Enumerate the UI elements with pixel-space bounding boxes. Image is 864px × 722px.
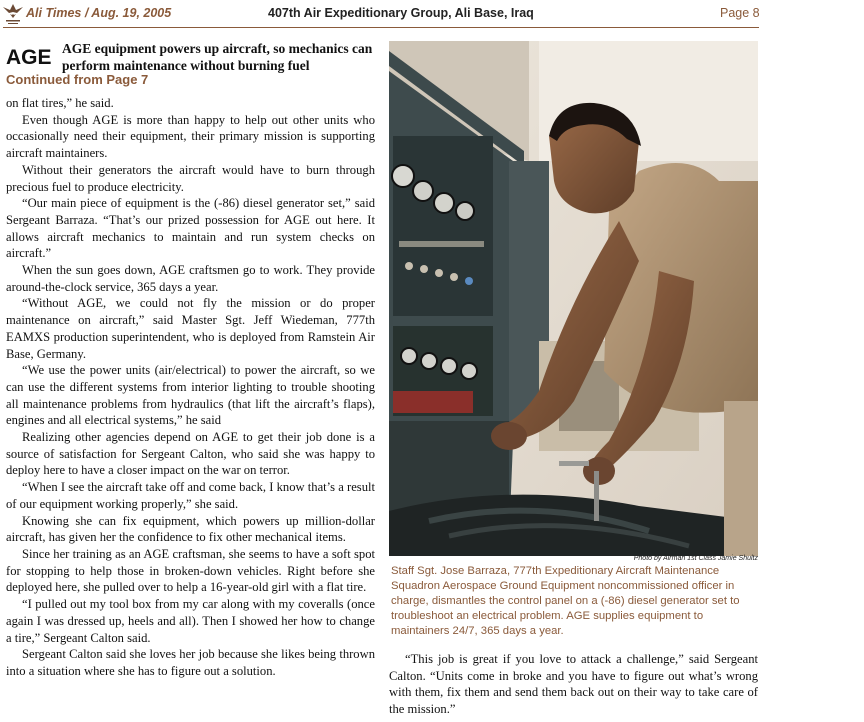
continued-line: Continued from Page 7 bbox=[6, 72, 149, 87]
body-paragraph: Knowing she can fix equipment, which powers up million-dollar aircraft, has given her the confidence to fix other mechanical items. bbox=[6, 513, 375, 545]
body-paragraph: Sergeant Calton said she loves her job because she likes being thrown into a situation where she has to figure out a solution. bbox=[6, 647, 375, 678]
body-paragraph: Without their generators the aircraft would have to burn through precious fuel to produce electricity. bbox=[6, 162, 375, 194]
body-paragraph: “This job is great if you love to attack a challenge,” said Sergeant Calton. “Units come in broke and you have to figure out what’s wrong with them, fix them and send them back out on their way to take care of the mission.” bbox=[389, 652, 758, 717]
article-body bbox=[6, 95, 375, 680]
body-paragraph: on flat tires,” he said. bbox=[6, 96, 114, 110]
photo-caption: Staff Sgt. Jose Barraza, 777th Expeditionary Aircraft Maintenance Squadron Aerospace Ground Equipment noncommissioned officer in charge, dismantles the control panel on a (-86) diesel generator set to troubleshoot an electrical problem. AGE supplies equipment to maintainers 24/7, 365 days a year. bbox=[391, 565, 740, 637]
story-kicker: AGE bbox=[6, 46, 52, 69]
page-header bbox=[0, 0, 760, 28]
air-force-wings-icon bbox=[3, 2, 23, 26]
header-divider bbox=[3, 27, 759, 28]
article-photo bbox=[389, 41, 758, 556]
body-paragraph: When the sun goes down, AGE craftsmen go to work. They provide around-the-clock service, 365 days a year. bbox=[6, 263, 375, 294]
photo-credit: Photo by Airman 1st Class Jamie Shultz bbox=[633, 555, 758, 562]
body-paragraph: Realizing other agencies depend on AGE to get their job done is a source of satisfaction for Sergeant Calton, who said she was happy to deploy here to have a closer impact on the war on terror. bbox=[6, 430, 375, 478]
headline: AGE equipment powers up aircraft, so mechanics can perform maintenance without burning fuel bbox=[62, 41, 373, 73]
body-paragraph: “Without AGE, we could not fly the mission or do proper maintenance on aircraft,” said Master Sgt. Jeff Wiedeman, 777th EAMXS production superintendent, who is deployed from Ramstein Air Base, Germany. bbox=[6, 296, 375, 361]
right-column-text bbox=[389, 651, 758, 718]
body-paragraph: “We use the power units (air/electrical) to power the aircraft, so we can use the different systems from interior lighting to trouble shooting all maintenance problems from hydraulics (that lift the aircraft’s flaps), engines and all electrical systems,” he said bbox=[6, 363, 375, 428]
body-paragraph: “Our main piece of equipment is the (-86) diesel generator set,” said Sergeant Barraza. “That’s our prized possession for AGE out here. It allows aircraft mechanics to maintain and run system checks on aircraft.” bbox=[6, 196, 375, 261]
body-paragraph: Since her training as an AGE craftsman, she seems to have a soft spot for stopping to help those in broken-down vehicles. Right before she deployed here, she pulled over to help a 16-year-old girl with a flat tire. bbox=[6, 546, 375, 595]
publication-date: Ali Times / Aug. 19, 2005 bbox=[26, 6, 172, 20]
unit-location: 407th Air Expeditionary Group, Ali Base, Iraq bbox=[268, 6, 534, 20]
page-number: Page 8 bbox=[720, 6, 760, 20]
body-paragraph: “When I see the aircraft take off and come back, I know that’s a result of our equipment working properly,” she said. bbox=[6, 480, 375, 511]
body-paragraph: Even though AGE is more than happy to help out other units who occasionally need their equipment, their primary mission is supporting aircraft maintainers. bbox=[6, 112, 375, 161]
body-paragraph: “I pulled out my tool box from my car along with my coveralls (once again I was dressed up, heels and all). Then I showed her how to change a tire,” Sergeant Calton said. bbox=[6, 597, 375, 645]
